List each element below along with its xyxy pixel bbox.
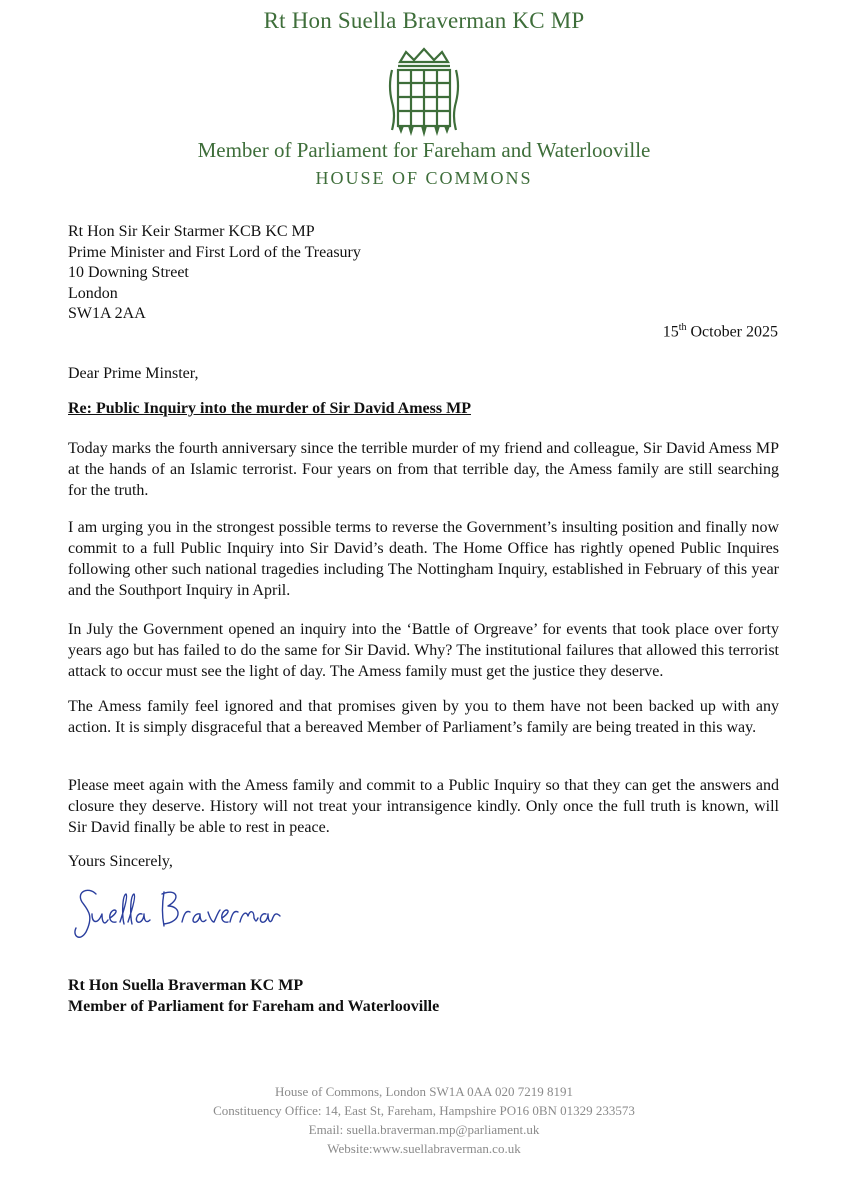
handwritten-signature (66, 880, 281, 950)
portcullis-icon (384, 46, 464, 138)
subject-line: Re: Public Inquiry into the murder of Sir David Amess MP (68, 400, 471, 417)
address-line: SW1A 2AA (68, 305, 146, 322)
date-suffix: th (678, 322, 687, 333)
recipient-address (68, 222, 361, 325)
address-line: Prime Minister and First Lord of the Treasury (68, 243, 361, 261)
address-line: 10 Downing Street (68, 264, 189, 281)
date-rest: October 2025 (690, 323, 778, 341)
letterhead-house: HOUSE OF COMMONS (315, 168, 533, 188)
letterhead-name: Rt Hon Suella Braverman KC MP (263, 8, 585, 33)
footer-website: Website:www.suellabraverman.co.uk (327, 1141, 521, 1156)
footer-address: House of Commons, London SW1A 0AA 020 7219 8191 (275, 1084, 573, 1099)
date-day: 15 (662, 323, 679, 341)
salutation: Dear Prime Minster, (68, 365, 199, 382)
footer (0, 1082, 848, 1158)
body-paragraph: In July the Government opened an inquiry into the ‘Battle of Orgreave’ for events that took place over forty years ago but has failed to do the same for Sir David. Why? The institutional failures that allowed this terrorist attack to occur must see the light of day. The Amess family must get the justice they deserve. (68, 621, 779, 680)
address-line: Rt Hon Sir Keir Starmer KCB KC MP (68, 223, 315, 240)
letterhead-constituency: Member of Parliament for Fareham and Waterlooville (197, 138, 651, 162)
address-line: London (68, 284, 118, 302)
signer-block (68, 975, 439, 1017)
signer-title: Member of Parliament for Fareham and Waterlooville (68, 998, 440, 1015)
footer-email: Email: suella.braverman.mp@parliament.uk (308, 1122, 540, 1137)
letter-date (663, 322, 778, 341)
body-paragraph: Today marks the fourth anniversary since the terrible murder of my friend and colleague, Sir David Amess MP at the hands of an Islamic terrorist. Four years on from that terrible day, the Amess family are still searching for the truth. (68, 440, 779, 499)
body-paragraph: The Amess family feel ignored and that promises given by you to them have not been backed up with any action. It is simply disgraceful that a bereaved Member of Parliament’s family are being treated in this way. (68, 698, 779, 736)
footer-constituency-office: Constituency Office: 14, East St, Fareham, Hampshire PO16 0BN 01329 233573 (213, 1103, 635, 1118)
signer-name: Rt Hon Suella Braverman KC MP (68, 977, 304, 994)
closing: Yours Sincerely, (68, 853, 173, 870)
body-paragraph: I am urging you in the strongest possible terms to reverse the Government’s insulting position and finally now commit to a full Public Inquiry into Sir David’s death. The Home Office has rightly opened Public Inquires following other such national tragedies including The Nottingham Inquiry, established in February of this year and the Southport Inquiry in April. (68, 519, 779, 599)
body-paragraph: Please meet again with the Amess family and commit to a Public Inquiry so that they can get the answers and closure they deserve. History will not treat your intransigence kindly. Only once the full truth is known, will Sir David finally be able to rest in peace. (68, 777, 779, 836)
